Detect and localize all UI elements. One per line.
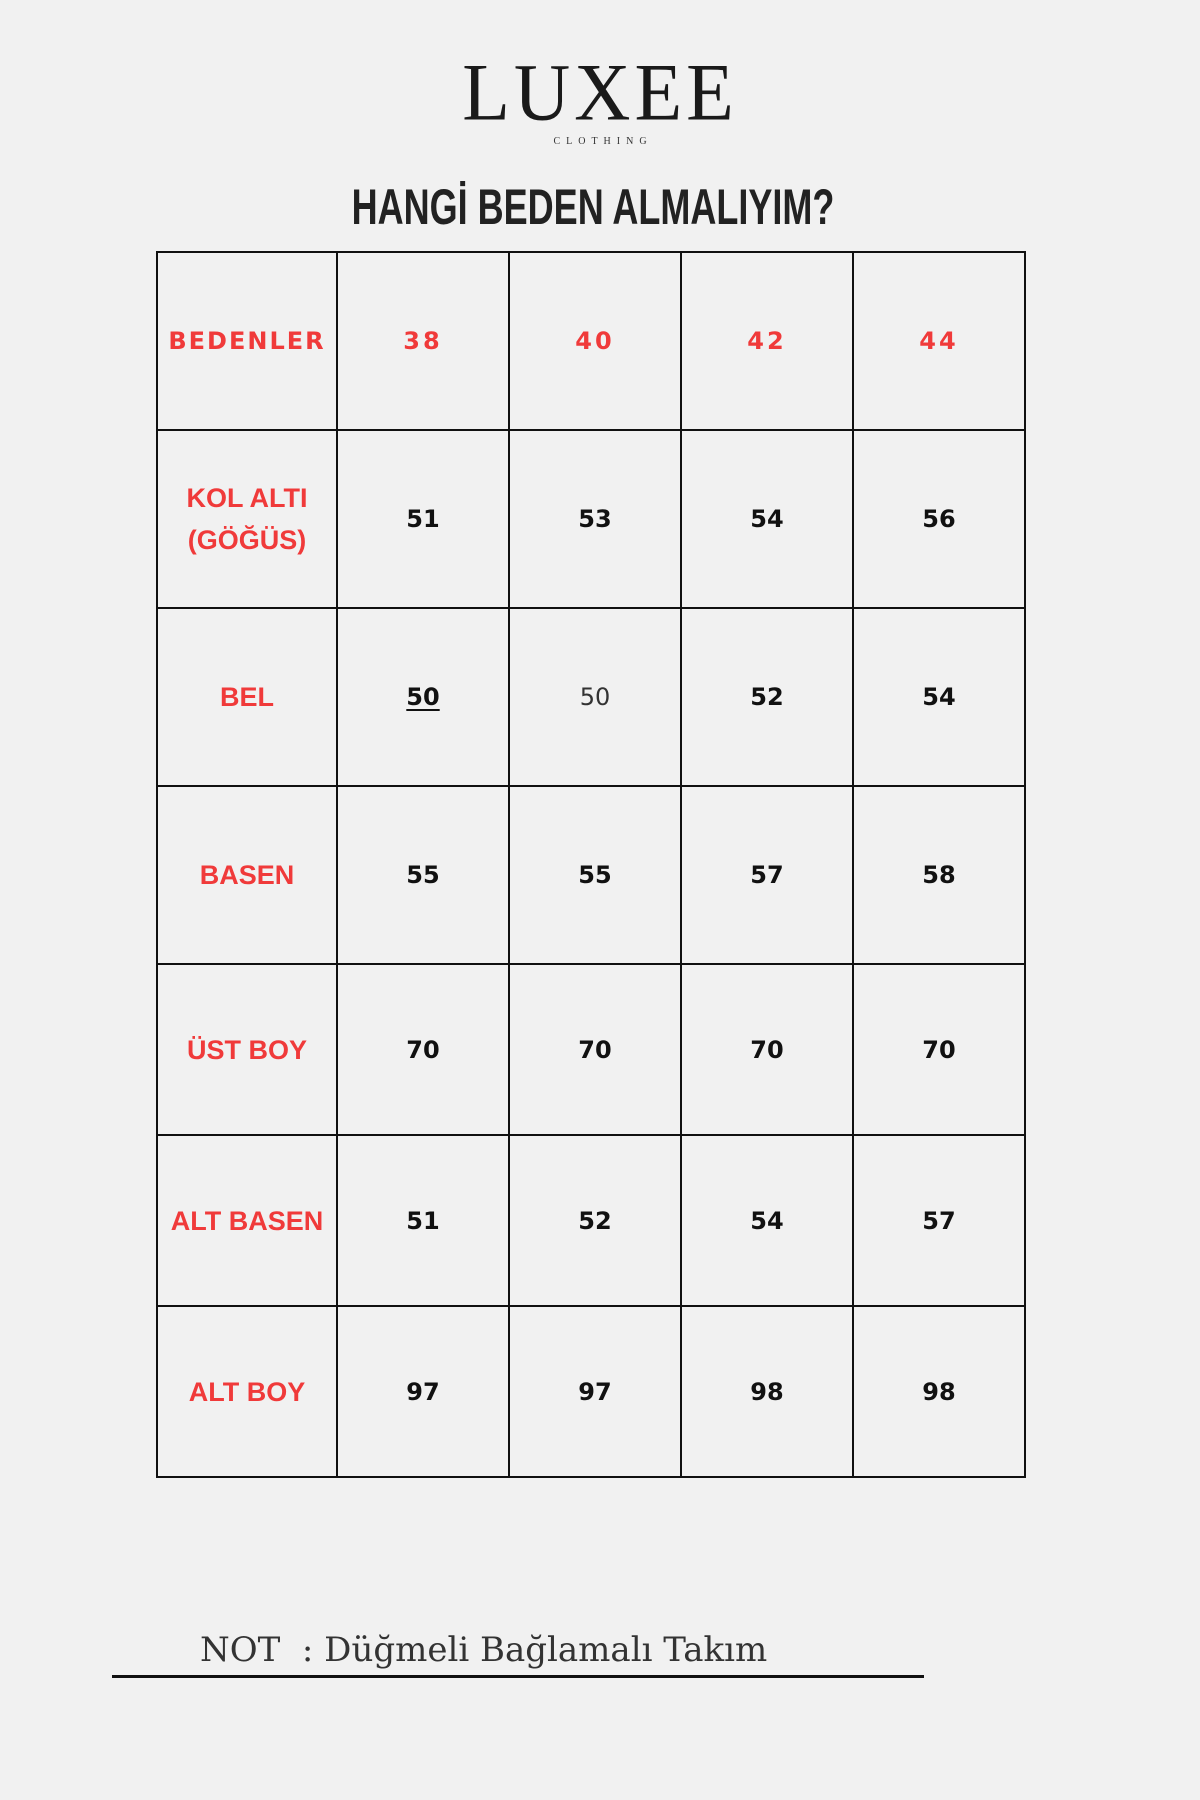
table-row — [157, 430, 1025, 608]
value-cell: 57 — [681, 786, 853, 964]
value-cell: 98 — [681, 1306, 853, 1477]
brand-subtitle: CLOTHING — [553, 136, 653, 147]
row-label-cell: ALT BOY — [157, 1306, 337, 1477]
value-cell: 70 — [337, 964, 509, 1135]
size-cell: 40 — [509, 252, 681, 430]
row-label-cell: ALT BASEN — [157, 1135, 337, 1306]
value-cell: 54 — [681, 430, 853, 608]
value-cell: 97 — [337, 1306, 509, 1477]
value-cell: 57 — [853, 1135, 1025, 1306]
table-row — [157, 786, 1025, 964]
row-label-cell: BEL — [157, 608, 337, 786]
table-row — [157, 1135, 1025, 1306]
row-label-cell: ÜST BOY — [157, 964, 337, 1135]
note-text: NOT : Düğmeli Bağlamalı Takım — [200, 1630, 768, 1670]
note-underline — [112, 1675, 924, 1678]
value-cell: 98 — [853, 1306, 1025, 1477]
value-cell: 55 — [337, 786, 509, 964]
value-cell: 51 — [337, 1135, 509, 1306]
value-cell: 56 — [853, 430, 1025, 608]
table-row — [157, 1306, 1025, 1477]
value-cell: 52 — [681, 608, 853, 786]
value-cell: 70 — [853, 964, 1025, 1135]
value-cell: 51 — [337, 430, 509, 608]
value-cell: 58 — [853, 786, 1025, 964]
header-label-cell: BEDENLER — [157, 252, 337, 430]
value-cell: 70 — [681, 964, 853, 1135]
value-cell: 53 — [509, 430, 681, 608]
brand-name: LUXEE — [462, 45, 738, 138]
table-header-row — [157, 252, 1025, 430]
page-title: HANGİ BEDEN ALMALIYIM? — [351, 179, 835, 235]
value-cell: 54 — [681, 1135, 853, 1306]
value-cell: 52 — [509, 1135, 681, 1306]
size-chart-table — [156, 251, 1026, 1478]
table-row — [157, 964, 1025, 1135]
brand-logo — [0, 45, 1200, 147]
value-cell: 70 — [509, 964, 681, 1135]
value-cell: 97 — [509, 1306, 681, 1477]
size-cell: 42 — [681, 252, 853, 430]
row-label-cell: KOL ALTI (GÖĞÜS) — [157, 430, 337, 608]
value-cell: 54 — [853, 608, 1025, 786]
table-row — [157, 608, 1025, 786]
value-cell — [337, 608, 509, 786]
size-cell: 38 — [337, 252, 509, 430]
underlined-value: 50 — [406, 683, 440, 711]
value-cell: 50 — [509, 608, 681, 786]
row-label-cell: BASEN — [157, 786, 337, 964]
size-cell: 44 — [853, 252, 1025, 430]
value-cell: 55 — [509, 786, 681, 964]
